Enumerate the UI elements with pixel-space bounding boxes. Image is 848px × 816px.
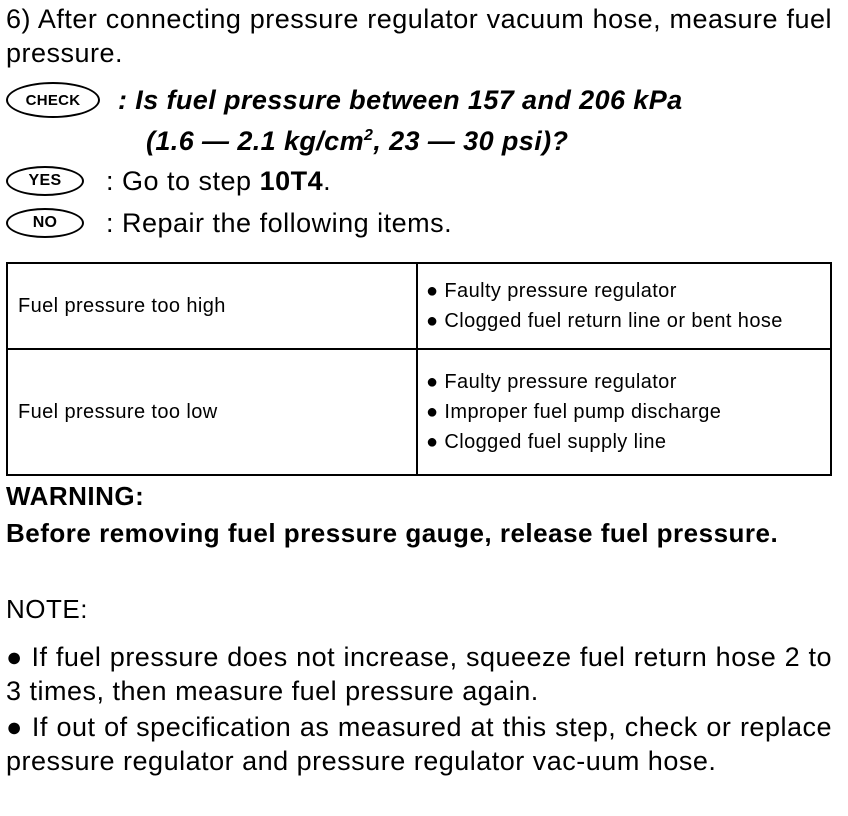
causes-cell [417,263,831,349]
condition-cell: Fuel pressure too high [7,263,417,349]
note-list [6,640,832,780]
check-row [6,82,683,159]
yes-suffix: . [323,166,332,196]
yes-target-step: 10T4 [259,166,324,196]
condition-cell: Fuel pressure too low [7,349,417,475]
warning-body: Before removing fuel pressure gauge, release fuel pressure. [6,518,779,548]
note-heading: NOTE: [6,594,88,624]
yes-badge: YES [6,166,84,196]
cause-item: ● Clogged fuel return line or bent hose [426,310,783,333]
warning-heading: WARNING: [6,481,145,511]
check-badge: CHECK [6,82,100,118]
check-question [118,82,683,159]
cause-item: ● Improper fuel pump discharge [426,401,722,424]
yes-prefix: : Go to step [106,166,260,196]
no-badge: NO [6,208,84,238]
cause-item: ● Faulty pressure regulator [426,371,677,394]
repair-table [6,262,832,476]
check-question-line2-b: , 23 — 30 psi)? [373,126,569,156]
note-item: ● If out of specification as measured at this step, check or replace pressure regulator and pressure regulator vac-uum hose. [6,712,832,776]
step-instruction: 6) After connecting pressure regulator vacuum hose, measure fuel pressure. [6,4,832,68]
causes-cell [417,349,831,475]
table-row [7,263,831,349]
note-item: ● If fuel pressure does not increase, squeeze fuel return hose 2 to 3 times, then measure fuel pressure again. [6,642,832,706]
check-question-line2-a: (1.6 — 2.1 kg/cm [146,126,364,156]
check-question-line2 [118,118,683,159]
no-answer: : Repair the following items. [106,208,453,238]
cause-item: ● Faulty pressure regulator [426,280,677,303]
yes-row [6,164,331,198]
table-row [7,349,831,475]
check-question-superscript: 2 [364,127,374,144]
yes-answer [106,164,331,198]
check-question-line1: : Is fuel pressure between 157 and 206 kPa [118,85,683,115]
cause-item: ● Clogged fuel supply line [426,431,667,454]
no-row [6,206,452,240]
